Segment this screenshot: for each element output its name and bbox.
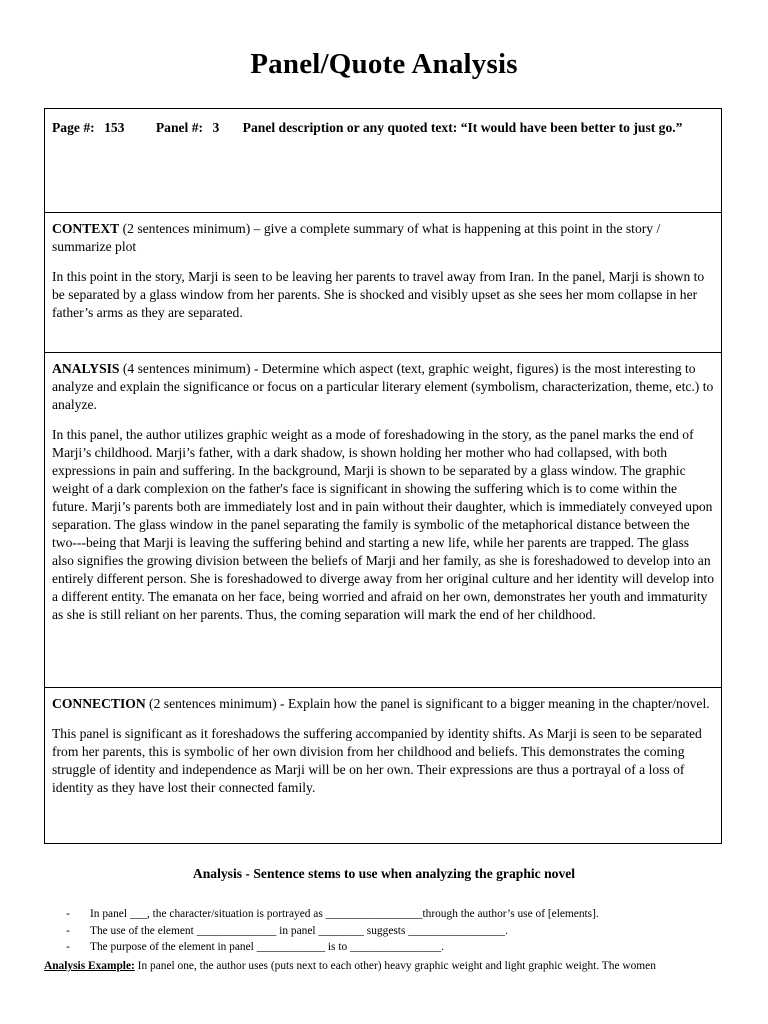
list-item: [66, 939, 599, 956]
sentence-stems-list: [66, 906, 599, 956]
connection-instructions: (2 sentences minimum) - Explain how the panel is significant to a bigger meaning in the chapter/novel.: [145, 696, 710, 711]
quoted-text: “It would have been better to just go.”: [460, 120, 683, 135]
analysis-instructions: (4 sentences minimum) - Determine which aspect (text, graphic weight, figures) is the most interesting to analyze and explain the significance or focus on a particular literary element (symbolism, characterization, theme, etc.) to analyze.: [52, 361, 714, 412]
connection-label: CONNECTION: [52, 696, 146, 711]
context-label: CONTEXT: [52, 221, 120, 236]
analysis-label: ANALYSIS: [52, 361, 120, 376]
bullet-dash: -: [66, 908, 70, 920]
context-answer: In this point in the story, Marji is seen to be leaving her parents to travel away from Iran. In the panel, Marji is shown to be separated by a glass window from her parents. She is shocked and visibly upset as she sees her mom collapse in her father’s arms as they are separated.: [52, 269, 705, 320]
analysis-row: [45, 353, 721, 688]
connection-row: [45, 688, 721, 843]
stem-text: In panel ___, the character/situation is portrayed as _________________through the author’s use of [elements].: [90, 908, 599, 920]
example-label: Analysis Example:: [44, 960, 135, 972]
context-prompt: [52, 220, 714, 256]
stem-text: The use of the element ______________ in panel ________ suggests _________________.: [90, 924, 508, 937]
connection-answer: This panel is significant as it foreshadows the suffering accompanied by identity shifts. As Marji is seen to be separated from her parents, this is symbolic of her own division from her childhood and beliefs. This demonstrates the coming struggle of identity and independence as Marji will be on her own. Their expressions are thus a portrayal of a loss of identity as they have lost their connected family.: [52, 726, 702, 795]
header-row: [45, 109, 721, 213]
analysis-prompt: [52, 360, 714, 414]
context-row: [45, 213, 721, 353]
page-label: Page #:: [52, 120, 95, 135]
list-item: [66, 923, 599, 940]
example-text: In panel one, the author uses (puts next to each other) heavy graphic weight and light graphic weight. The women: [134, 960, 656, 972]
description-label: Panel description or any quoted text:: [242, 120, 458, 135]
panel-label: Panel #:: [155, 120, 204, 135]
stem-text: The purpose of the element in panel ____________ is to ________________.: [90, 941, 445, 953]
page-value: 153: [104, 120, 125, 135]
context-instructions: (2 sentences minimum) – give a complete summary of what is happening at this point in the story / summarize plot: [52, 221, 661, 254]
analysis-table: [44, 108, 722, 844]
page-title: Panel/Quote Analysis: [250, 48, 518, 80]
stems-heading: Analysis - Sentence stems to use when analyzing the graphic novel: [192, 866, 576, 881]
connection-prompt: [52, 695, 714, 713]
panel-value: 3: [212, 120, 220, 135]
bullet-dash: -: [66, 941, 70, 953]
analysis-answer: In this panel, the author utilizes graphic weight as a mode of foreshadowing in the story, as the panel marks the end of Marji’s childhood. Marji’s father, with a dark shadow, is shown holding her mother who had collapsed, with both expressions in pain and suffering. In the background, Marji is shown to be separated by a glass window. The graphic weight of a dark complexion on the father's face is significant in showing the suffering which is to come within the future. Marji’s parents both are immediately lost and in pain without their daughter, which is immediately conveyed upon separation. The glass window in the panel separating the family is symbolic of the metaphorical distance between the two---being that Marji is leaving the suffering behind and starting a new life, while her parents are trapped. The glass also signifies the growing division between the beliefs of Marji and her family, as she is foreshadowed to develop into an entirely different person. She is foreshadowed to diverge away from her original culture and her identity will develop into a different entity. The emanata on her face, being worried and afraid on her own, demonstrates her youth and immaturity as she is still reliant on her parents. Thus, the coming separation will mark the end of her childhood.: [52, 427, 714, 622]
list-item: [66, 906, 599, 923]
bullet-dash: -: [66, 924, 70, 937]
analysis-example: [44, 959, 734, 974]
